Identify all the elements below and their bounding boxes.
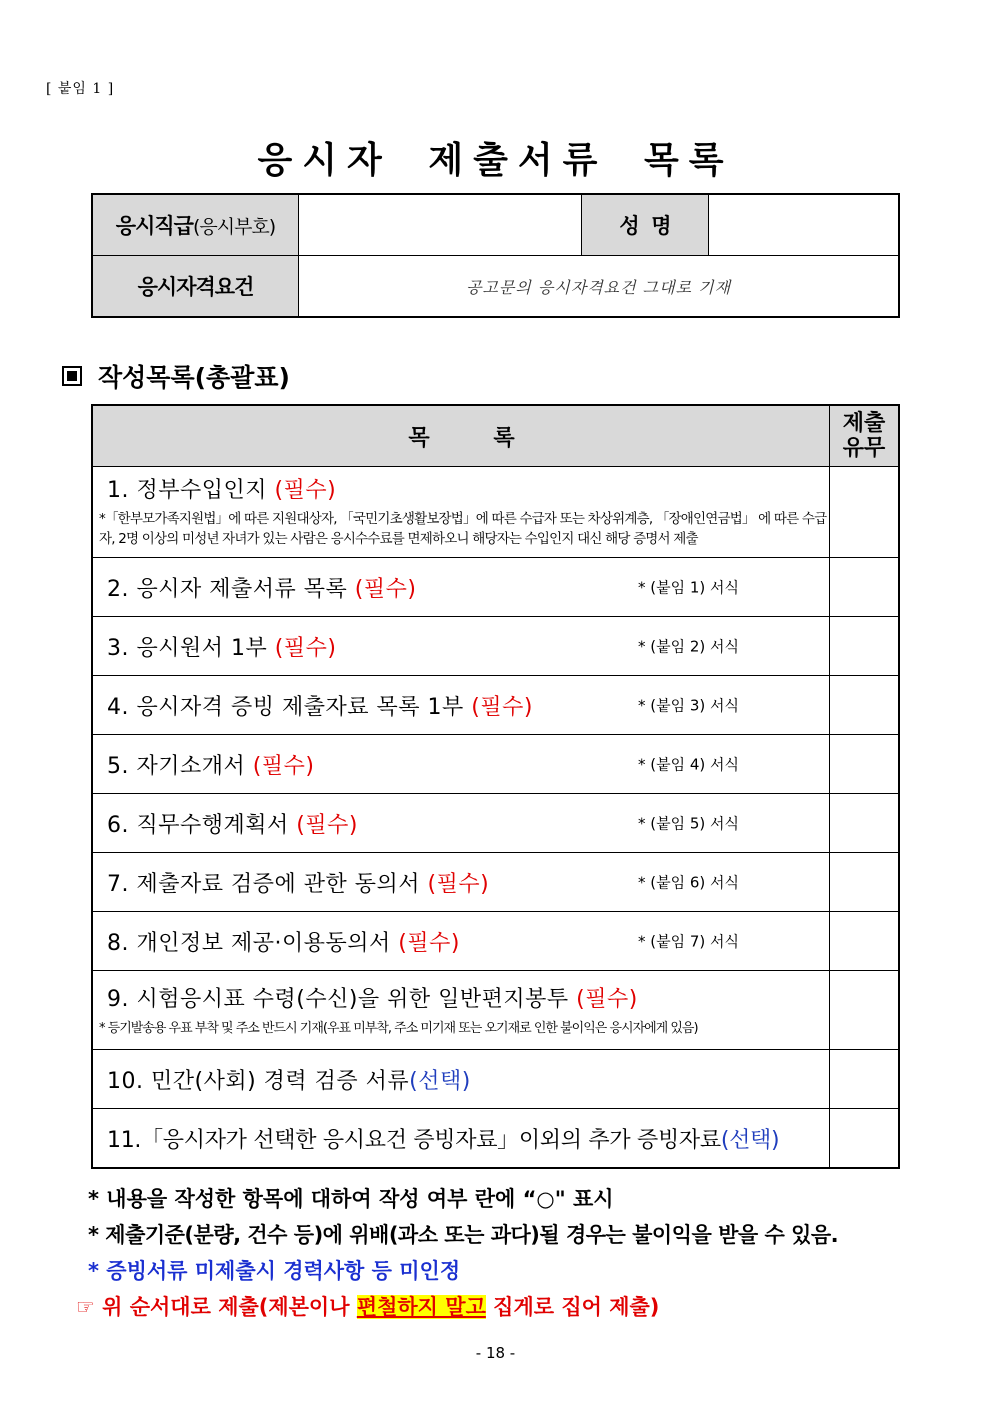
name-label: 성 명: [582, 194, 709, 256]
table-row: [92, 676, 899, 735]
table-row: [92, 853, 899, 912]
item-text: 11.「응시자가 선택한 응시요건 증빙자료」이외의 추가 증빙자료: [107, 1127, 721, 1153]
applicant-info-table: [91, 193, 900, 318]
submitted-cell[interactable]: [830, 971, 900, 1050]
item-text: 7. 제출자료 검증에 관한 동의서: [107, 871, 428, 897]
item-text: 2. 응시자 제출서류 목록: [107, 576, 355, 602]
item-form: * (붙임 6) 서식: [638, 873, 740, 892]
item-note: * 등기발송용 우표 부착 및 주소 반드시 기재(우표 미부착, 주소 미기재 또는 오기재로 인한 불이익은 응시자에게 있음): [99, 1020, 698, 1036]
submitted-cell[interactable]: [830, 558, 900, 617]
table-row: [92, 617, 899, 676]
name-value-cell[interactable]: [709, 194, 900, 256]
item-text: 5. 자기소개서: [107, 753, 253, 779]
submitted-cell[interactable]: [830, 467, 900, 558]
submitted-header-line1: 제출: [842, 411, 886, 436]
submitted-cell[interactable]: [830, 676, 900, 735]
table-row: [92, 558, 899, 617]
list-item: [92, 467, 830, 558]
note-1: * 내용을 작성한 항목에 대하여 작성 여부 란에 “○" 표시: [88, 1187, 614, 1211]
table-row: [92, 912, 899, 971]
submitted-cell[interactable]: [830, 912, 900, 971]
list-item: [92, 794, 830, 853]
list-item: [92, 1109, 830, 1169]
table-row: [92, 1050, 899, 1109]
list-item: [92, 735, 830, 794]
item-tag: (필수): [427, 871, 490, 897]
submission-list-table: [91, 404, 900, 1169]
job-value-cell[interactable]: [299, 194, 582, 256]
item-note: *「한부모가족지원법」에 따른 지원대상자, 「국민기초생활보장법」에 따른 수급자 또는 차상위계층, 「장애인연금법」 에 따른 수급자, 2명 이상의 미성년 자녀가 있는 사람은 응시수수료를 면제하오니 해당자는 수입인지 대신 해당 증명서 제출: [99, 511, 827, 547]
note-4-part-c: 집게로 집어 제출): [485, 1295, 660, 1319]
item-text: 1. 정부수입인지: [107, 478, 275, 503]
item-text: 10. 민간(사회) 경력 검증 서류: [107, 1068, 410, 1094]
item-form: * (붙임 5) 서식: [638, 814, 740, 833]
job-label-cell: [92, 194, 299, 256]
submitted-cell[interactable]: [830, 735, 900, 794]
item-text: 9. 시험응시표 수령(수신)을 위한 일반편지봉투: [107, 986, 577, 1012]
item-text: 3. 응시원서 1부: [107, 635, 275, 661]
list-item: [92, 617, 830, 676]
notes-block: [76, 1181, 839, 1325]
table-row: [92, 467, 899, 558]
item-form: * (붙임 3) 서식: [638, 696, 740, 715]
list-item: [92, 558, 830, 617]
item-form: * (붙임 1) 서식: [638, 578, 740, 597]
square-bullet-icon: [62, 366, 82, 386]
item-tag: (필수): [471, 694, 533, 720]
item-text: 6. 직무수행계획서: [107, 812, 297, 838]
item-tag: (필수): [354, 576, 417, 602]
item-tag: (필수): [576, 986, 638, 1012]
item-tag: (선택): [720, 1127, 780, 1153]
list-item: [92, 912, 830, 971]
job-sub-label: (응시부호): [192, 216, 276, 238]
page-number: - 18 -: [475, 1344, 516, 1362]
submitted-cell[interactable]: [830, 1050, 900, 1109]
submitted-cell[interactable]: [830, 853, 900, 912]
note-4: [76, 1289, 838, 1325]
item-tag: (선택): [409, 1068, 471, 1094]
submitted-header: [830, 405, 900, 467]
item-tag: (필수): [252, 753, 315, 779]
item-tag: (필수): [274, 478, 337, 503]
attachment-label: [ 붙임 1 ]: [46, 81, 115, 97]
note-2: * 제출기준(분량, 건수 등)에 위배(과소 또는 과다)될 경우는 불이익을 받을 수 있음.: [88, 1223, 839, 1247]
note-3: * 증빙서류 미제출시 경력사항 등 미인정: [88, 1259, 461, 1283]
submitted-cell[interactable]: [830, 617, 900, 676]
list-header: 목 록: [92, 405, 830, 467]
submitted-cell[interactable]: [830, 794, 900, 853]
item-tag: (필수): [296, 812, 358, 838]
item-text: 8. 개인정보 제공·이용동의서: [107, 930, 399, 956]
job-label: 응시직급: [115, 214, 193, 238]
page-title: 응시자 제출서류 목록: [257, 139, 734, 181]
submitted-cell[interactable]: [830, 1109, 900, 1169]
item-tag: (필수): [398, 930, 460, 956]
list-item: [92, 853, 830, 912]
table-row: [92, 794, 899, 853]
table-row: [92, 1109, 899, 1169]
item-form: * (붙임 2) 서식: [638, 637, 740, 656]
item-tag: (필수): [274, 635, 337, 661]
item-form: * (붙임 7) 서식: [638, 932, 740, 951]
table-row: [92, 735, 899, 794]
item-text: 4. 응시자격 증빙 제출자료 목록 1부: [107, 694, 472, 720]
list-item: [92, 971, 830, 1050]
list-item: [92, 676, 830, 735]
list-item: [92, 1050, 830, 1109]
qualification-hint[interactable]: 공고문의 응시자격요건 그대로 기재: [299, 256, 900, 318]
section-heading: [62, 358, 290, 394]
qualification-label: 응시자격요건: [92, 256, 299, 318]
note-4-highlight: 편철하지 말고: [356, 1295, 486, 1319]
item-form: * (붙임 4) 서식: [638, 755, 740, 774]
section-title: 작성목록(총괄표): [98, 363, 290, 392]
submitted-header-line2: 유무: [842, 436, 886, 461]
table-row: [92, 971, 899, 1050]
note-4-part-a: ☞ 위 순서대로 제출(제본이나: [76, 1295, 357, 1319]
